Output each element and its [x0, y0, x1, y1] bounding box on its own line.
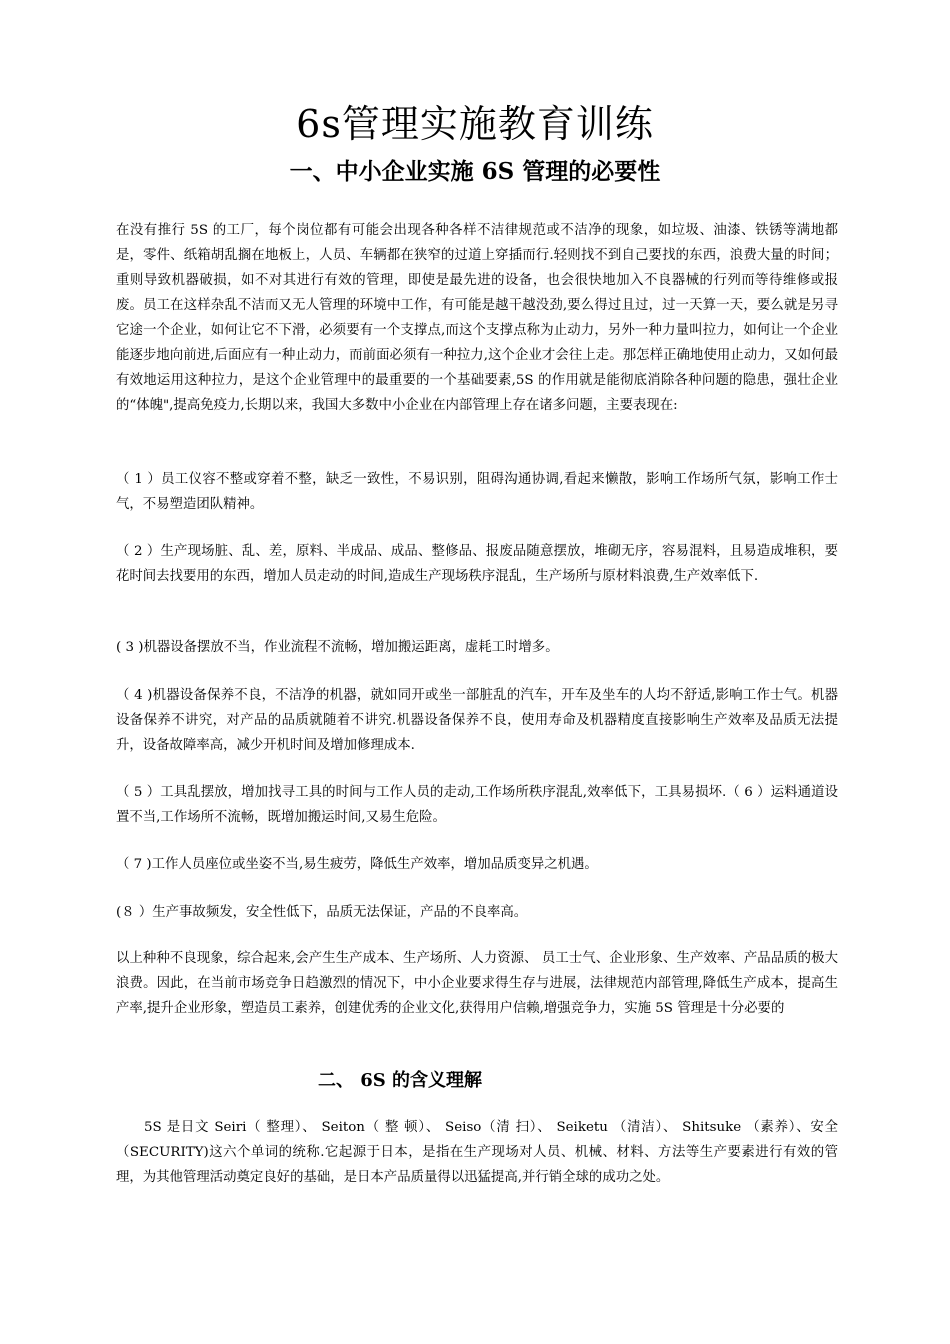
problem-item-7: [116, 852, 838, 877]
problem-item-1: [116, 467, 838, 517]
intro-paragraph: [116, 218, 838, 418]
intro-text: 在没有推行 5S 的工厂，每个岗位都有可能会出现各种各样不洁律规范或不洁净的现象，如垃圾、油漆、铁锈等满地都是，零件、纸箱胡乱搁在地板上，人员、车辆都在狭窄的过道上穿插而行.轻则找不到自己要找的东西，浪费大量的时间；重则导致机器破损，如不对其进行有效的管理，即使是最先进的设备，也会很快地加入不良器械的行列而等待维修或报废。员工在这样杂乱不洁而又无人管理的环境中工作，有可能是越干越没劲,要么得过且过，过一天算一天，要么就是另寻它途一个企业，如何让它不下滑，必须要有一个支撑点,而这个支撑点称为止动力，另外一种力量叫拉力，如何让一个企业能逐步地向前进,后面应有一种止动力，而前面必须有一种拉力,这个企业才会往上走。那怎样正确地使用止动力，又如何最有效地运用这种拉力，是这个企业管理中的最重要的一个基础要素,5S 的作用就是能彻底消除各种问题的隐患，强壮企业的“体魄",提高免疫力,长期以来，我国大多数中小企业在内部管理上存在诸多问题，主要表现在:: [116, 223, 838, 413]
meaning-paragraph: [116, 1115, 838, 1190]
problem-item-text: （ 4 )机器设备保养不良，不洁净的机器，就如同开或坐一部脏乱的汽车，开车及坐车的人均不舒适,影响工作士气。机器设备保养不讲究，对产品的品质就随着不讲究.机器设备保养不良，使用寿命及机器精度直接影响生产效率及品质无法提升，设备故障率高，减少开机时间及增加修理成本.: [116, 688, 838, 753]
problem-item-text: （ 1 ）员工仪容不整或穿着不整，缺乏一致性，不易识别，阻碍沟通协调,看起来懒散，影响工作场所气氛，影响工作士气，不易塑造团队精神。: [116, 472, 838, 512]
problem-item-2: [116, 539, 838, 589]
conclusion-text: 以上种种不良现象，综合起来,会产生生产成本、生产场所、人力资源、 员工士气、企业形象、生产效率、产品品质的极大浪费。因此，在当前市场竞争日趋激烈的情况下，中小企业要求得生存与进展，法律规范内部管理,降低生产成本，提高生产率,提升企业形象，塑造员工素养，创建优秀的企业文化,获得用户信赖,增强竞争力，实施 5S 管理是十分必要的: [116, 951, 838, 1016]
problem-item-text: (８ ）生产事故频发，安全性低下，品质无法保证，产品的不良率高。: [116, 905, 528, 920]
problem-item-text: ( 3 )机器设备摆放不当，作业流程不流畅，增加搬运距离，虚耗工时增多。: [116, 640, 559, 655]
problem-item-text: （ 5 ）工具乱摆放，增加找寻工具的时间与工作人员的走动,工作场所秩序混乱,效率低下，工具易损坏.（ 6 ）运料通道设置不当,工作场所不流畅，既增加搬运时间,又易生危险。: [116, 785, 838, 825]
problem-item-5-6: [116, 780, 838, 830]
problem-item-text: （ 7 )工作人员座位或坐姿不当,易生疲劳，降低生产效率，增加品质变异之机遇。: [116, 857, 598, 872]
meaning-text: 5S 是日文 Seiri（ 整理）、 Seiton（ 整 顿）、 Seiso（清 扫）、 Seiketu （清洁）、 Shitsuke （素养）、安全（SECURITY)这六个单词的统称.它起源于日本，是指在生产现场对人员、机械、材料、方法等生产要素进行有效的管理，为其他管理活动奠定良好的基础，是日本产品质量得以迅猛提高,并行销全球的成功之处。: [116, 1120, 838, 1185]
problem-item-8: [116, 900, 838, 925]
conclusion-paragraph: [116, 946, 838, 1021]
document-title: 6s管理实施教育训练: [296, 102, 654, 146]
problem-item-3: [116, 635, 838, 660]
problem-item-text: （ 2 ）生产现场脏、乱、差，原料、半成品、成品、整修品、报废品随意摆放，堆砌无序，容易混料，且易造成堆积，要花时间去找要用的东西，增加人员走动的时间,造成生产现场秩序混乱，生产场所与原材料浪费,生产效率低下.: [116, 544, 838, 584]
section2-heading: 二、 6S 的含义理解: [318, 1070, 483, 1091]
section1-heading: 一、中小企业实施 6S 管理的必要性: [289, 158, 661, 185]
problem-item-4: [116, 683, 838, 758]
